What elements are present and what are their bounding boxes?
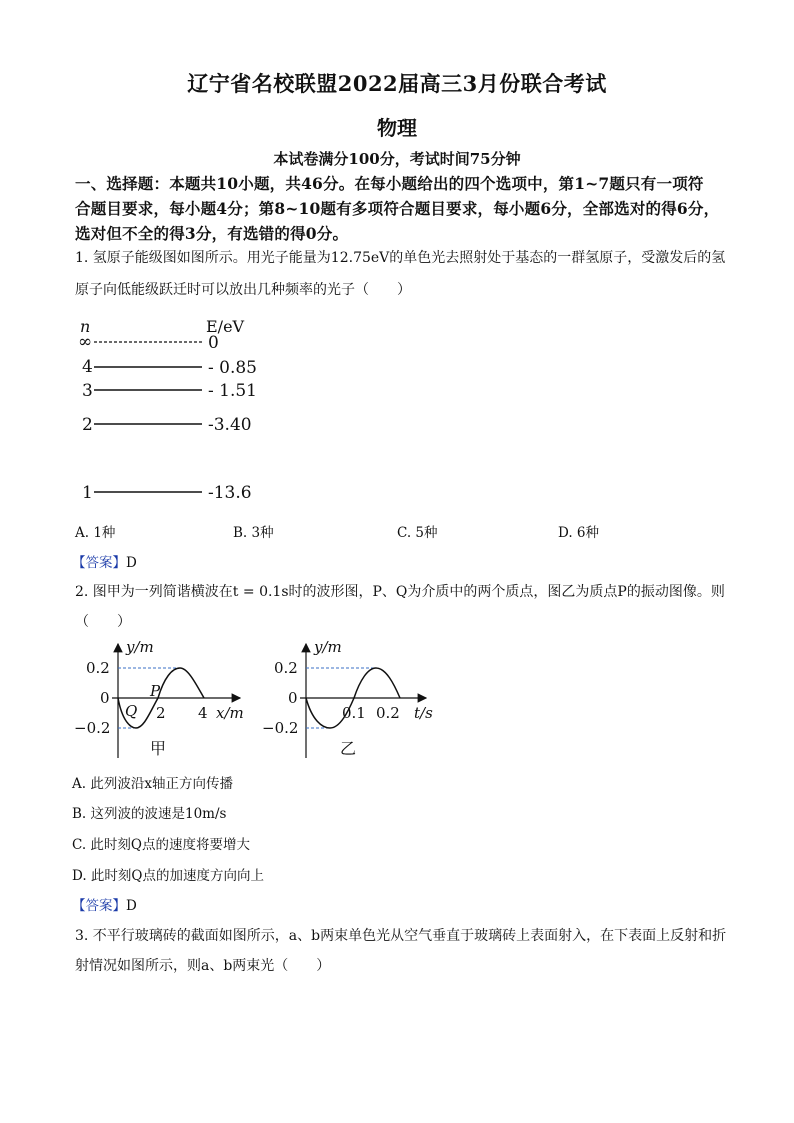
level-e-1: -13.6 xyxy=(208,483,252,503)
level-e-2: -3.40 xyxy=(208,415,252,435)
section-instructions-line-1: 一、选择题：本题共10小题，共46分。在每小题给出的四个选项中，第1~7题只有一项符 xyxy=(75,174,704,193)
x-tick-4: 4 xyxy=(198,704,208,722)
y-tick-bottom: −0.2 xyxy=(262,719,299,737)
section-instructions-line-2: 合题目要求，每小题4分；第8~10题有多项符合题目要求，每小题6分，全部选对的得6分， xyxy=(75,199,720,218)
energy-axis-label: E/eV xyxy=(206,317,245,336)
t-axis-label: t/s xyxy=(414,704,433,722)
q1-stem-line-1: 1. 氢原子能级图如图所示。用光子能量为12.75eV的单色光去照射处于基态的一群氢原子，受激发后的氢 xyxy=(75,250,726,266)
section-instructions-line-3: 选对但不全的得3分，有选错的得0分。 xyxy=(75,224,349,243)
y-axis-label: y/m xyxy=(314,640,342,656)
x-tick-2: 2 xyxy=(156,704,166,722)
q2-stem-line-2: （ ） xyxy=(75,614,131,630)
point-p-label: P xyxy=(150,682,161,700)
q2-answer xyxy=(72,894,137,914)
level-n-1: 1 xyxy=(82,483,93,503)
level-n-2: 2 xyxy=(82,415,93,435)
energy-level-diagram xyxy=(70,312,290,512)
q1-answer xyxy=(72,551,137,571)
y-tick-bottom: −0.2 xyxy=(74,719,111,737)
q2-option-a[interactable]: A. 此列波沿x轴正方向传播 xyxy=(72,776,233,792)
wave-graph-jia xyxy=(70,640,260,765)
q2-option-c[interactable]: C. 此时刻Q点的速度将要增大 xyxy=(72,837,250,853)
q2-stem-line-1: 2. 图甲为一列简谐横波在t = 0.1s时的波形图，P、Q为介质中的两个质点，图乙为质点P的振动图像。则 xyxy=(75,584,725,600)
q1-option-d[interactable]: D. 6种 xyxy=(558,525,600,541)
q2-answer-value: D xyxy=(126,898,137,914)
point-q-label: Q xyxy=(125,702,138,720)
graph-caption-jia: 甲 xyxy=(150,739,167,758)
y-tick-top: 0.2 xyxy=(274,659,298,677)
q1-answer-value: D xyxy=(126,555,137,571)
level-e-infinity: 0 xyxy=(208,333,219,353)
y-tick-top: 0.2 xyxy=(86,659,110,677)
y-tick-zero: 0 xyxy=(100,689,110,707)
q1-option-a[interactable]: A. 1种 xyxy=(75,525,116,541)
q1-answer-label: 【答案】 xyxy=(72,555,126,571)
q3-stem-line-1: 3. 不平行玻璃砖的截面如图所示，a、b两束单色光从空气垂直于玻璃砖上表面射入，在下表面上反射和折 xyxy=(75,928,727,944)
q3-stem-line-2: 射情况如图所示，则a、b两束光（ ） xyxy=(75,958,331,974)
vibration-graph-yi xyxy=(258,640,448,765)
q1-stem-line-2: 原子向低能级跃迁时可以放出几种频率的光子（ ） xyxy=(75,282,411,298)
level-n-4: 4 xyxy=(82,357,93,377)
q2-answer-label: 【答案】 xyxy=(72,898,126,914)
level-e-3: - 1.51 xyxy=(208,381,257,401)
n-axis-label: n xyxy=(80,317,91,336)
level-n-3: 3 xyxy=(82,381,93,401)
exam-title: 辽宁省名校联盟2022届高三3月份联合考试 xyxy=(187,71,607,96)
graph-caption-yi: 乙 xyxy=(340,739,357,758)
q2-option-d[interactable]: D. 此时刻Q点的加速度方向向上 xyxy=(72,868,264,884)
level-n-infinity: ∞ xyxy=(78,332,93,352)
x-axis-label: x/m xyxy=(216,704,244,722)
exam-info: 本试卷满分100分，考试时间75分钟 xyxy=(273,150,521,168)
q1-option-c[interactable]: C. 5种 xyxy=(397,525,438,541)
q1-option-b[interactable]: B. 3种 xyxy=(233,525,274,541)
t-tick-0-2: 0.2 xyxy=(376,704,400,722)
t-tick-0-1: 0.1 xyxy=(342,704,366,722)
subject-title: 物理 xyxy=(377,116,417,140)
y-tick-zero: 0 xyxy=(288,689,298,707)
y-axis-label: y/m xyxy=(126,640,154,656)
q2-option-b[interactable]: B. 这列波的波速是10m/s xyxy=(72,806,227,822)
level-e-4: - 0.85 xyxy=(208,358,257,378)
